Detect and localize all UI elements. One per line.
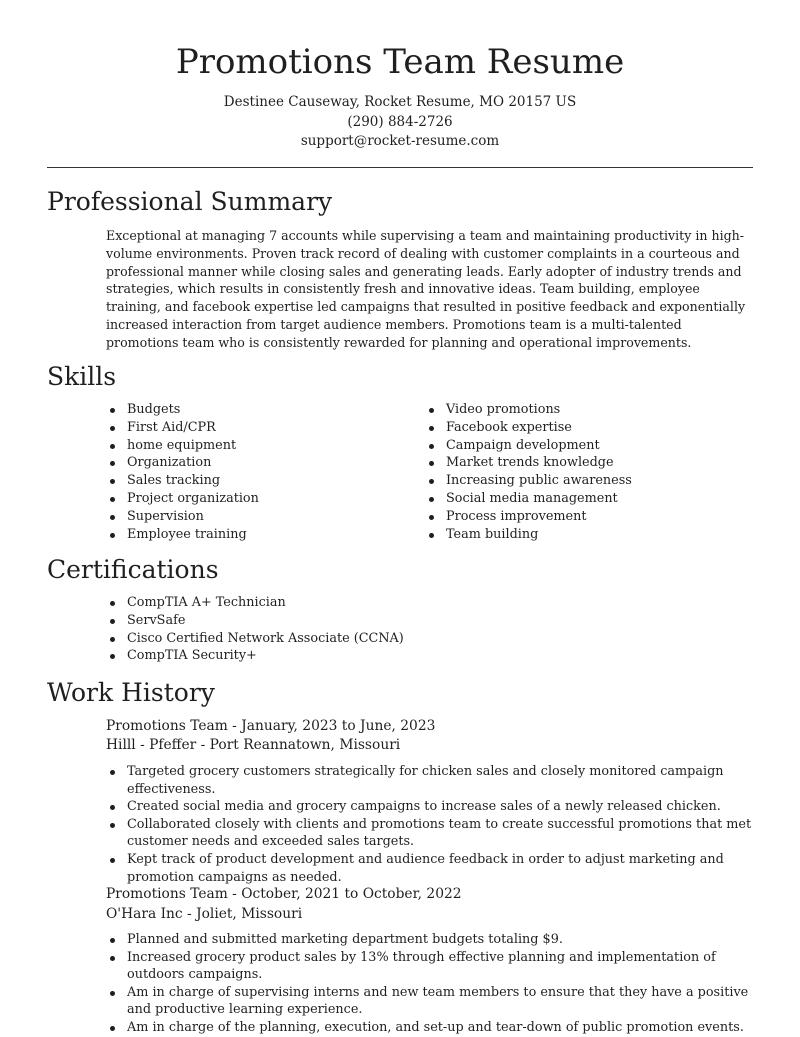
job-bullet: Created social media and grocery campaigns to increase sales of a newly released chicken. [106, 798, 756, 816]
job-bullet: Targeted grocery customers strategically for chicken sales and closely monitored campaign effectiveness. [106, 763, 756, 798]
header-divider [47, 167, 753, 168]
job-bullet: Am in charge of supervising interns and new team members to ensure that they have a positive and productive learning experience. [106, 984, 756, 1019]
job-bullet: Am in charge of the planning, execution, and set-up and tear-down of public promotion events. [106, 1019, 756, 1037]
skill-item: Social media management [425, 490, 745, 508]
contact-email[interactable]: support@rocket-resume.com [300, 133, 500, 149]
skill-item: Campaign development [425, 437, 745, 455]
skill-item: Increasing public awareness [425, 472, 745, 490]
skill-item: Budgets [106, 401, 416, 419]
summary-heading: Professional Summary [47, 187, 333, 216]
contact-phone: (290) 884-2726 [347, 114, 453, 130]
job-bullet: Increased grocery product sales by 13% through effective planning and implementation of outdoors campaigns. [106, 949, 756, 984]
job-bullets [106, 931, 756, 1037]
skill-item: Market trends knowledge [425, 454, 745, 472]
resume-title: Promotions Team Resume [175, 42, 625, 82]
skill-item: First Aid/CPR [106, 419, 416, 437]
skill-item: Process improvement [425, 508, 745, 526]
summary-text: Exceptional at managing 7 accounts while supervising a team and maintaining productivity in high-volume environments. Proven track record of dealing with customer complaints in a courteous and professional manner while closing sales and generating leads. Early adopter of industry trends and strategies, which results in consistently fresh and innovative ideas. Team building, employee training, and facebook expertise led campaigns that resulted in positive feedback and exponentially increased interaction from target audience members. Promotions team is a multi-talented promotions team who is consistently rewarded for planning and operational improvements. [106, 228, 746, 350]
skills-heading: Skills [47, 362, 117, 391]
skill-item: Supervision [106, 508, 416, 526]
certification-item: Cisco Certified Network Associate (CCNA) [106, 630, 746, 648]
skill-item: Project organization [106, 490, 416, 508]
skill-item: Team building [425, 526, 745, 544]
contact-address: Destinee Causeway, Rocket Resume, MO 20157 US [223, 94, 577, 110]
skill-item: Organization [106, 454, 416, 472]
certification-item: CompTIA A+ Technician [106, 594, 746, 612]
skill-item: home equipment [106, 437, 416, 455]
skill-item: Employee training [106, 526, 416, 544]
certification-item: CompTIA Security+ [106, 647, 746, 665]
job-bullet: Collaborated closely with clients and promotions team to create successful promotions that met customer needs and exceeded sales targets. [106, 816, 756, 851]
work-history-heading: Work History [47, 678, 215, 707]
job-company-line: Hilll - Pfeffer - Port Reannatown, Missouri [106, 737, 401, 753]
certification-item: ServSafe [106, 612, 746, 630]
certifications-heading: Certifications [47, 555, 219, 584]
skill-item: Sales tracking [106, 472, 416, 490]
job-title-line: Promotions Team - January, 2023 to June, 2023 [106, 718, 436, 734]
job-bullets [106, 763, 756, 886]
skill-item: Video promotions [425, 401, 745, 419]
certifications-list [106, 594, 746, 665]
job-company-line: O'Hara Inc - Joliet, Missouri [106, 906, 303, 922]
job-bullet: Kept track of product development and audience feedback in order to adjust marketing and promotion campaigns as needed. [106, 851, 756, 886]
skill-item: Facebook expertise [425, 419, 745, 437]
skills-list-left [106, 401, 416, 543]
job-title-line: Promotions Team - October, 2021 to October, 2022 [106, 886, 462, 902]
job-bullet: Planned and submitted marketing department budgets totaling $9. [106, 931, 756, 949]
skills-list-right [425, 401, 745, 543]
